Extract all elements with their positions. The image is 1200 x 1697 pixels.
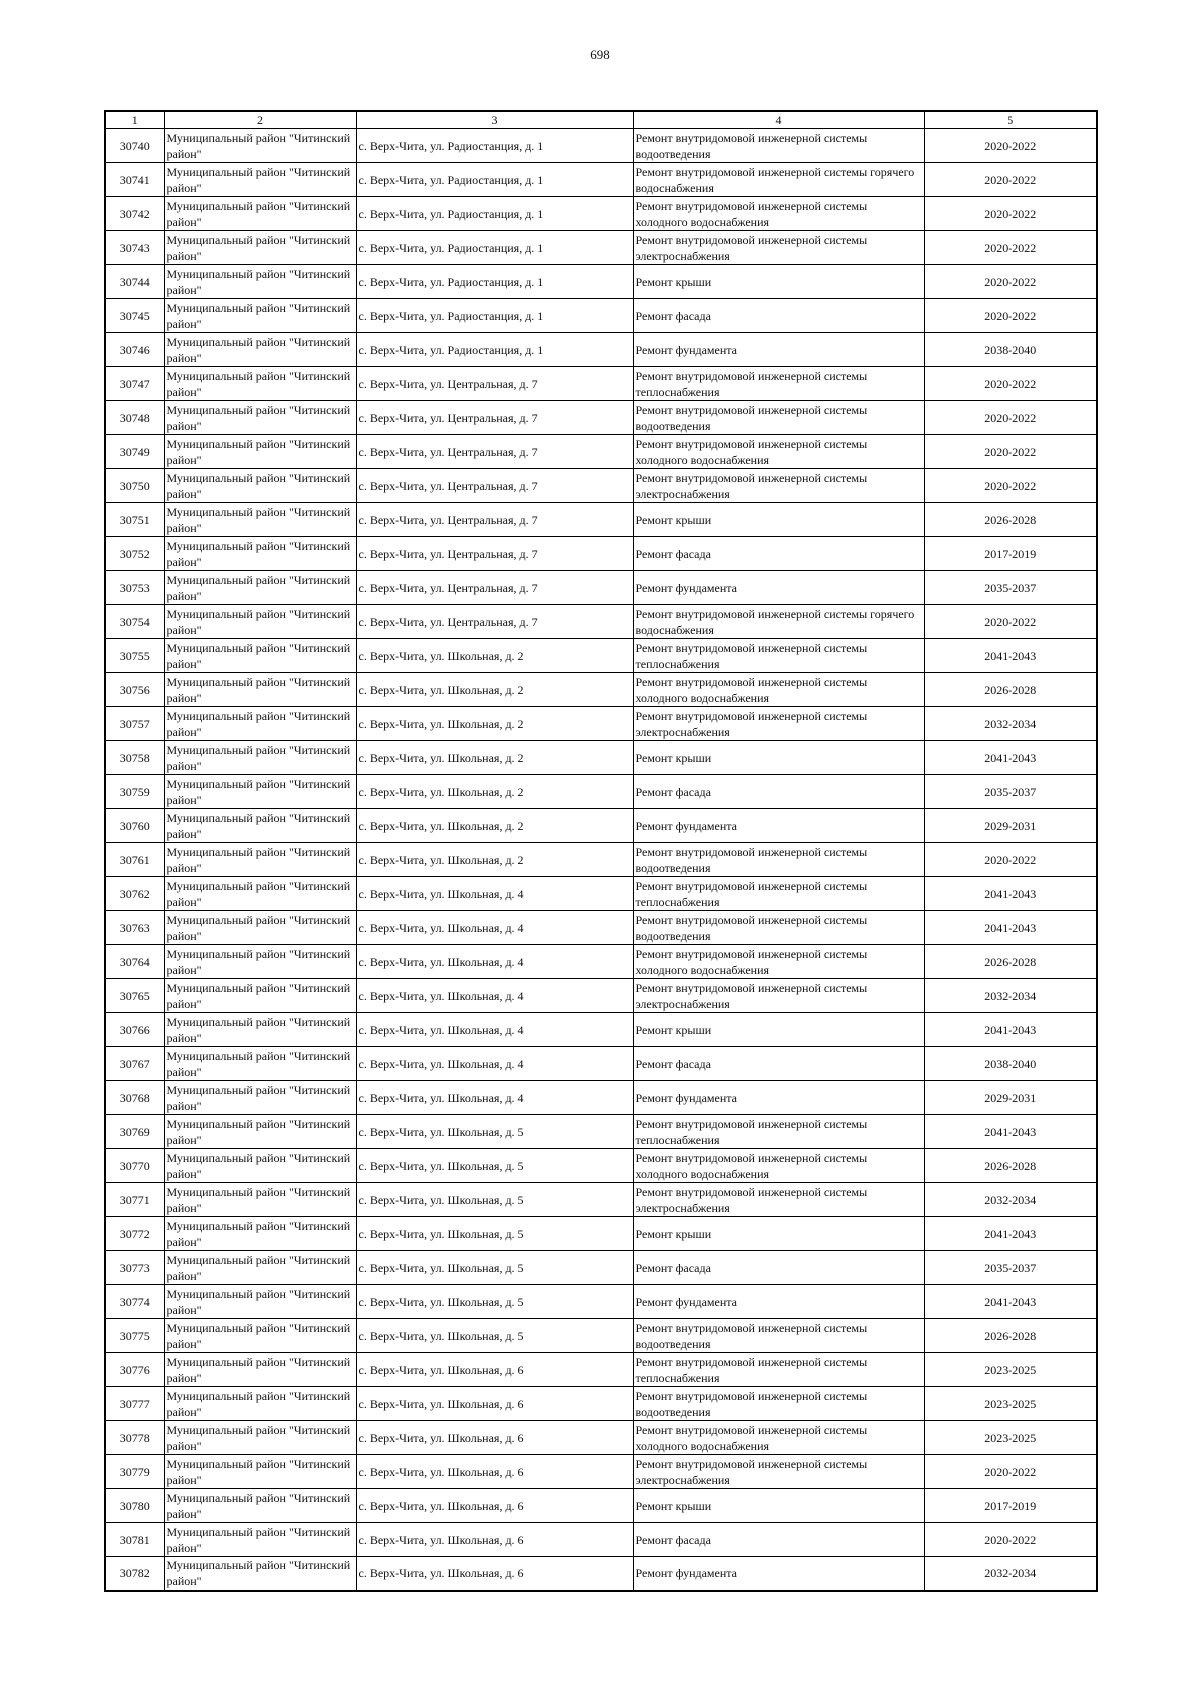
table-row [105, 1421, 1097, 1455]
cell-municipality: Муниципальный район "Читинский район" [164, 401, 356, 435]
cell-municipality: Муниципальный район "Читинский район" [164, 1149, 356, 1183]
table-row [105, 707, 1097, 741]
cell-row-number: 30763 [105, 911, 164, 945]
cell-address: с. Верх-Чита, ул. Радиостанция, д. 1 [356, 265, 633, 299]
cell-period: 2026-2028 [924, 673, 1097, 707]
cell-work-type: Ремонт внутридомовой инженерной системы электроснабжения [633, 1183, 924, 1217]
cell-row-number: 30766 [105, 1013, 164, 1047]
cell-row-number: 30772 [105, 1217, 164, 1251]
cell-address: с. Верх-Чита, ул. Школьная, д. 5 [356, 1251, 633, 1285]
cell-address: с. Верх-Чита, ул. Школьная, д. 4 [356, 945, 633, 979]
cell-municipality: Муниципальный район "Читинский район" [164, 265, 356, 299]
cell-work-type: Ремонт внутридомовой инженерной системы горячего водоснабжения [633, 163, 924, 197]
table-row [105, 911, 1097, 945]
cell-address: с. Верх-Чита, ул. Школьная, д. 6 [356, 1387, 633, 1421]
cell-row-number: 30762 [105, 877, 164, 911]
table-row [105, 1183, 1097, 1217]
table-row [105, 1047, 1097, 1081]
cell-work-type: Ремонт внутридомовой инженерной системы теплоснабжения [633, 1353, 924, 1387]
cell-row-number: 30744 [105, 265, 164, 299]
table-row [105, 333, 1097, 367]
cell-work-type: Ремонт внутридомовой инженерной системы холодного водоснабжения [633, 1421, 924, 1455]
column-header-5: 5 [924, 111, 1097, 129]
table-row [105, 1081, 1097, 1115]
cell-period: 2020-2022 [924, 129, 1097, 163]
cell-municipality: Муниципальный район "Читинский район" [164, 571, 356, 605]
cell-work-type: Ремонт внутридомовой инженерной системы электроснабжения [633, 979, 924, 1013]
cell-row-number: 30764 [105, 945, 164, 979]
cell-period: 2020-2022 [924, 605, 1097, 639]
cell-row-number: 30746 [105, 333, 164, 367]
cell-municipality: Муниципальный район "Читинский район" [164, 1387, 356, 1421]
cell-row-number: 30752 [105, 537, 164, 571]
table-row [105, 775, 1097, 809]
cell-row-number: 30781 [105, 1523, 164, 1557]
table-row [105, 231, 1097, 265]
cell-period: 2026-2028 [924, 945, 1097, 979]
cell-municipality: Муниципальный район "Читинский район" [164, 639, 356, 673]
cell-address: с. Верх-Чита, ул. Школьная, д. 6 [356, 1557, 633, 1591]
cell-address: с. Верх-Чита, ул. Школьная, д. 4 [356, 1047, 633, 1081]
cell-period: 2029-2031 [924, 809, 1097, 843]
table-row [105, 945, 1097, 979]
table-row [105, 1285, 1097, 1319]
table-row [105, 129, 1097, 163]
cell-work-type: Ремонт крыши [633, 1489, 924, 1523]
cell-work-type: Ремонт внутридомовой инженерной системы теплоснабжения [633, 639, 924, 673]
cell-row-number: 30758 [105, 741, 164, 775]
cell-period: 2026-2028 [924, 1149, 1097, 1183]
cell-municipality: Муниципальный район "Читинский район" [164, 1489, 356, 1523]
table-row [105, 469, 1097, 503]
cell-period: 2026-2028 [924, 503, 1097, 537]
cell-period: 2023-2025 [924, 1387, 1097, 1421]
cell-row-number: 30777 [105, 1387, 164, 1421]
table-row [105, 1387, 1097, 1421]
cell-period: 2041-2043 [924, 1285, 1097, 1319]
cell-work-type: Ремонт внутридомовой инженерной системы водоотведения [633, 129, 924, 163]
cell-row-number: 30780 [105, 1489, 164, 1523]
column-header-3: 3 [356, 111, 633, 129]
cell-address: с. Верх-Чита, ул. Радиостанция, д. 1 [356, 197, 633, 231]
table-row [105, 1557, 1097, 1591]
cell-row-number: 30753 [105, 571, 164, 605]
table-row [105, 299, 1097, 333]
cell-address: с. Верх-Чита, ул. Школьная, д. 2 [356, 639, 633, 673]
cell-row-number: 30770 [105, 1149, 164, 1183]
table-row [105, 1455, 1097, 1489]
cell-work-type: Ремонт фасада [633, 1251, 924, 1285]
cell-row-number: 30740 [105, 129, 164, 163]
page-number: 698 [590, 47, 610, 62]
cell-period: 2035-2037 [924, 1251, 1097, 1285]
cell-period: 2023-2025 [924, 1353, 1097, 1387]
cell-period: 2041-2043 [924, 877, 1097, 911]
table-row [105, 877, 1097, 911]
cell-period: 2020-2022 [924, 435, 1097, 469]
cell-municipality: Муниципальный район "Читинский район" [164, 197, 356, 231]
table-row [105, 605, 1097, 639]
cell-address: с. Верх-Чита, ул. Радиостанция, д. 1 [356, 231, 633, 265]
cell-row-number: 30767 [105, 1047, 164, 1081]
cell-address: с. Верх-Чита, ул. Школьная, д. 4 [356, 1013, 633, 1047]
cell-period: 2041-2043 [924, 911, 1097, 945]
cell-municipality: Муниципальный район "Читинский район" [164, 775, 356, 809]
cell-row-number: 30771 [105, 1183, 164, 1217]
cell-address: с. Верх-Чита, ул. Центральная, д. 7 [356, 469, 633, 503]
cell-period: 2020-2022 [924, 197, 1097, 231]
cell-address: с. Верх-Чита, ул. Школьная, д. 6 [356, 1353, 633, 1387]
cell-address: с. Верх-Чита, ул. Школьная, д. 4 [356, 911, 633, 945]
table-row [105, 979, 1097, 1013]
cell-municipality: Муниципальный район "Читинский район" [164, 1285, 356, 1319]
cell-row-number: 30757 [105, 707, 164, 741]
cell-row-number: 30776 [105, 1353, 164, 1387]
cell-period: 2035-2037 [924, 775, 1097, 809]
table-row [105, 1489, 1097, 1523]
cell-address: с. Верх-Чита, ул. Школьная, д. 5 [356, 1319, 633, 1353]
cell-work-type: Ремонт внутридомовой инженерной системы холодного водоснабжения [633, 1149, 924, 1183]
cell-row-number: 30768 [105, 1081, 164, 1115]
cell-work-type: Ремонт внутридомовой инженерной системы электроснабжения [633, 469, 924, 503]
cell-municipality: Муниципальный район "Читинский район" [164, 503, 356, 537]
cell-municipality: Муниципальный район "Читинский район" [164, 707, 356, 741]
cell-row-number: 30743 [105, 231, 164, 265]
cell-work-type: Ремонт крыши [633, 741, 924, 775]
cell-work-type: Ремонт внутридомовой инженерной системы теплоснабжения [633, 877, 924, 911]
cell-period: 2032-2034 [924, 1183, 1097, 1217]
cell-address: с. Верх-Чита, ул. Школьная, д. 2 [356, 843, 633, 877]
cell-row-number: 30760 [105, 809, 164, 843]
table-row [105, 401, 1097, 435]
cell-municipality: Муниципальный район "Читинский район" [164, 945, 356, 979]
cell-period: 2020-2022 [924, 367, 1097, 401]
cell-work-type: Ремонт фундамента [633, 1285, 924, 1319]
cell-work-type: Ремонт крыши [633, 503, 924, 537]
cell-address: с. Верх-Чита, ул. Школьная, д. 6 [356, 1523, 633, 1557]
cell-row-number: 30749 [105, 435, 164, 469]
cell-work-type: Ремонт фасада [633, 537, 924, 571]
cell-address: с. Верх-Чита, ул. Школьная, д. 6 [356, 1455, 633, 1489]
cell-row-number: 30750 [105, 469, 164, 503]
cell-work-type: Ремонт фундамента [633, 1557, 924, 1591]
cell-address: с. Верх-Чита, ул. Школьная, д. 2 [356, 707, 633, 741]
cell-row-number: 30745 [105, 299, 164, 333]
cell-work-type: Ремонт внутридомовой инженерной системы холодного водоснабжения [633, 197, 924, 231]
cell-work-type: Ремонт внутридомовой инженерной системы водоотведения [633, 401, 924, 435]
cell-row-number: 30741 [105, 163, 164, 197]
cell-work-type: Ремонт внутридомовой инженерной системы водоотведения [633, 911, 924, 945]
column-header-1: 1 [105, 111, 164, 129]
cell-address: с. Верх-Чита, ул. Школьная, д. 6 [356, 1421, 633, 1455]
cell-work-type: Ремонт фасада [633, 299, 924, 333]
cell-row-number: 30779 [105, 1455, 164, 1489]
table-row [105, 367, 1097, 401]
cell-period: 2023-2025 [924, 1421, 1097, 1455]
table-row [105, 843, 1097, 877]
cell-work-type: Ремонт внутридомовой инженерной системы водоотведения [633, 1387, 924, 1421]
cell-municipality: Муниципальный район "Читинский район" [164, 741, 356, 775]
table-row [105, 537, 1097, 571]
table-body [105, 129, 1097, 1591]
cell-address: с. Верх-Чита, ул. Школьная, д. 2 [356, 775, 633, 809]
cell-period: 2020-2022 [924, 163, 1097, 197]
header-row [105, 111, 1097, 129]
cell-row-number: 30759 [105, 775, 164, 809]
cell-municipality: Муниципальный район "Читинский район" [164, 605, 356, 639]
cell-municipality: Муниципальный район "Читинский район" [164, 231, 356, 265]
cell-address: с. Верх-Чита, ул. Центральная, д. 7 [356, 605, 633, 639]
cell-municipality: Муниципальный район "Читинский район" [164, 129, 356, 163]
cell-row-number: 30742 [105, 197, 164, 231]
column-header-4: 4 [633, 111, 924, 129]
cell-address: с. Верх-Чита, ул. Школьная, д. 6 [356, 1489, 633, 1523]
cell-row-number: 30782 [105, 1557, 164, 1591]
cell-row-number: 30775 [105, 1319, 164, 1353]
cell-period: 2041-2043 [924, 1217, 1097, 1251]
cell-municipality: Муниципальный район "Читинский район" [164, 299, 356, 333]
cell-municipality: Муниципальный район "Читинский район" [164, 843, 356, 877]
table-row [105, 571, 1097, 605]
cell-period: 2041-2043 [924, 639, 1097, 673]
cell-row-number: 30756 [105, 673, 164, 707]
cell-municipality: Муниципальный район "Читинский район" [164, 1047, 356, 1081]
cell-address: с. Верх-Чита, ул. Школьная, д. 4 [356, 877, 633, 911]
cell-address: с. Верх-Чита, ул. Школьная, д. 2 [356, 741, 633, 775]
cell-municipality: Муниципальный район "Читинский район" [164, 1319, 356, 1353]
cell-address: с. Верх-Чита, ул. Школьная, д. 2 [356, 809, 633, 843]
cell-row-number: 30751 [105, 503, 164, 537]
cell-work-type: Ремонт внутридомовой инженерной системы горячего водоснабжения [633, 605, 924, 639]
cell-period: 2035-2037 [924, 571, 1097, 605]
cell-work-type: Ремонт крыши [633, 265, 924, 299]
table-row [105, 809, 1097, 843]
cell-work-type: Ремонт фундамента [633, 1081, 924, 1115]
cell-work-type: Ремонт внутридомовой инженерной системы холодного водоснабжения [633, 945, 924, 979]
cell-period: 2032-2034 [924, 707, 1097, 741]
cell-address: с. Верх-Чита, ул. Радиостанция, д. 1 [356, 333, 633, 367]
cell-municipality: Муниципальный район "Читинский район" [164, 809, 356, 843]
cell-work-type: Ремонт внутридомовой инженерной системы теплоснабжения [633, 1115, 924, 1149]
cell-municipality: Муниципальный район "Читинский район" [164, 1115, 356, 1149]
cell-municipality: Муниципальный район "Читинский район" [164, 1013, 356, 1047]
cell-address: с. Верх-Чита, ул. Школьная, д. 5 [356, 1285, 633, 1319]
table-row [105, 197, 1097, 231]
cell-address: с. Верх-Чита, ул. Радиостанция, д. 1 [356, 163, 633, 197]
cell-period: 2020-2022 [924, 1455, 1097, 1489]
cell-row-number: 30755 [105, 639, 164, 673]
cell-municipality: Муниципальный район "Читинский район" [164, 333, 356, 367]
cell-address: с. Верх-Чита, ул. Радиостанция, д. 1 [356, 129, 633, 163]
cell-row-number: 30778 [105, 1421, 164, 1455]
cell-municipality: Муниципальный район "Читинский район" [164, 1251, 356, 1285]
cell-work-type: Ремонт крыши [633, 1217, 924, 1251]
cell-period: 2038-2040 [924, 333, 1097, 367]
cell-work-type: Ремонт внутридомовой инженерной системы электроснабжения [633, 707, 924, 741]
table-row [105, 1319, 1097, 1353]
cell-municipality: Муниципальный район "Читинский район" [164, 979, 356, 1013]
cell-period: 2041-2043 [924, 1115, 1097, 1149]
cell-work-type: Ремонт внутридомовой инженерной системы водоотведения [633, 1319, 924, 1353]
table-row [105, 741, 1097, 775]
cell-period: 2032-2034 [924, 979, 1097, 1013]
cell-municipality: Муниципальный район "Читинский район" [164, 537, 356, 571]
cell-work-type: Ремонт внутридомовой инженерной системы водоотведения [633, 843, 924, 877]
table-row [105, 639, 1097, 673]
cell-municipality: Муниципальный район "Читинский район" [164, 1183, 356, 1217]
cell-address: с. Верх-Чита, ул. Школьная, д. 4 [356, 979, 633, 1013]
table-row [105, 1523, 1097, 1557]
cell-work-type: Ремонт внутридомовой инженерной системы теплоснабжения [633, 367, 924, 401]
cell-address: с. Верх-Чита, ул. Центральная, д. 7 [356, 401, 633, 435]
cell-municipality: Муниципальный район "Читинский район" [164, 367, 356, 401]
cell-address: с. Верх-Чита, ул. Школьная, д. 5 [356, 1149, 633, 1183]
cell-period: 2038-2040 [924, 1047, 1097, 1081]
cell-address: с. Верх-Чита, ул. Школьная, д. 5 [356, 1183, 633, 1217]
table-row [105, 1251, 1097, 1285]
cell-address: с. Верх-Чита, ул. Центральная, д. 7 [356, 503, 633, 537]
cell-work-type: Ремонт фундамента [633, 809, 924, 843]
cell-address: с. Верх-Чита, ул. Центральная, д. 7 [356, 537, 633, 571]
table-row [105, 1013, 1097, 1047]
table-row [105, 163, 1097, 197]
cell-municipality: Муниципальный район "Читинский район" [164, 435, 356, 469]
table-row [105, 1149, 1097, 1183]
cell-address: с. Верх-Чита, ул. Центральная, д. 7 [356, 435, 633, 469]
cell-period: 2041-2043 [924, 741, 1097, 775]
cell-work-type: Ремонт фасада [633, 1523, 924, 1557]
table-row [105, 265, 1097, 299]
cell-municipality: Муниципальный район "Читинский район" [164, 1455, 356, 1489]
cell-row-number: 30774 [105, 1285, 164, 1319]
cell-municipality: Муниципальный район "Читинский район" [164, 1081, 356, 1115]
cell-work-type: Ремонт крыши [633, 1013, 924, 1047]
cell-period: 2020-2022 [924, 299, 1097, 333]
cell-row-number: 30747 [105, 367, 164, 401]
table-row [105, 673, 1097, 707]
cell-work-type: Ремонт фасада [633, 775, 924, 809]
cell-work-type: Ремонт внутридомовой инженерной системы электроснабжения [633, 231, 924, 265]
cell-municipality: Муниципальный район "Читинский район" [164, 1353, 356, 1387]
cell-period: 2020-2022 [924, 401, 1097, 435]
cell-municipality: Муниципальный район "Читинский район" [164, 469, 356, 503]
cell-address: с. Верх-Чита, ул. Центральная, д. 7 [356, 571, 633, 605]
registry-table [104, 110, 1098, 1592]
cell-row-number: 30748 [105, 401, 164, 435]
cell-municipality: Муниципальный район "Читинский район" [164, 1557, 356, 1591]
cell-row-number: 30761 [105, 843, 164, 877]
cell-address: с. Верх-Чита, ул. Школьная, д. 4 [356, 1081, 633, 1115]
cell-row-number: 30765 [105, 979, 164, 1013]
cell-municipality: Муниципальный район "Читинский район" [164, 1421, 356, 1455]
cell-period: 2032-2034 [924, 1557, 1097, 1591]
cell-period: 2026-2028 [924, 1319, 1097, 1353]
column-header-2: 2 [164, 111, 356, 129]
table-row [105, 503, 1097, 537]
table-row [105, 1353, 1097, 1387]
cell-municipality: Муниципальный район "Читинский район" [164, 163, 356, 197]
table-row [105, 1217, 1097, 1251]
cell-work-type: Ремонт фундамента [633, 571, 924, 605]
cell-period: 2020-2022 [924, 231, 1097, 265]
cell-row-number: 30754 [105, 605, 164, 639]
cell-period: 2020-2022 [924, 469, 1097, 503]
cell-row-number: 30769 [105, 1115, 164, 1149]
cell-row-number: 30773 [105, 1251, 164, 1285]
cell-work-type: Ремонт фундамента [633, 333, 924, 367]
cell-address: с. Верх-Чита, ул. Центральная, д. 7 [356, 367, 633, 401]
cell-work-type: Ремонт внутридомовой инженерной системы электроснабжения [633, 1455, 924, 1489]
cell-work-type: Ремонт внутридомовой инженерной системы холодного водоснабжения [633, 673, 924, 707]
cell-municipality: Муниципальный район "Читинский район" [164, 1523, 356, 1557]
cell-period: 2017-2019 [924, 1489, 1097, 1523]
cell-period: 2020-2022 [924, 1523, 1097, 1557]
cell-address: с. Верх-Чита, ул. Школьная, д. 5 [356, 1217, 633, 1251]
cell-period: 2029-2031 [924, 1081, 1097, 1115]
cell-municipality: Муниципальный район "Читинский район" [164, 673, 356, 707]
table-row [105, 435, 1097, 469]
cell-work-type: Ремонт внутридомовой инженерной системы холодного водоснабжения [633, 435, 924, 469]
cell-period: 2041-2043 [924, 1013, 1097, 1047]
cell-period: 2017-2019 [924, 537, 1097, 571]
cell-period: 2020-2022 [924, 265, 1097, 299]
cell-municipality: Муниципальный район "Читинский район" [164, 1217, 356, 1251]
cell-address: с. Верх-Чита, ул. Школьная, д. 2 [356, 673, 633, 707]
cell-period: 2020-2022 [924, 843, 1097, 877]
table-row [105, 1115, 1097, 1149]
cell-municipality: Муниципальный район "Читинский район" [164, 911, 356, 945]
cell-address: с. Верх-Чита, ул. Радиостанция, д. 1 [356, 299, 633, 333]
cell-municipality: Муниципальный район "Читинский район" [164, 877, 356, 911]
cell-address: с. Верх-Чита, ул. Школьная, д. 5 [356, 1115, 633, 1149]
cell-work-type: Ремонт фасада [633, 1047, 924, 1081]
